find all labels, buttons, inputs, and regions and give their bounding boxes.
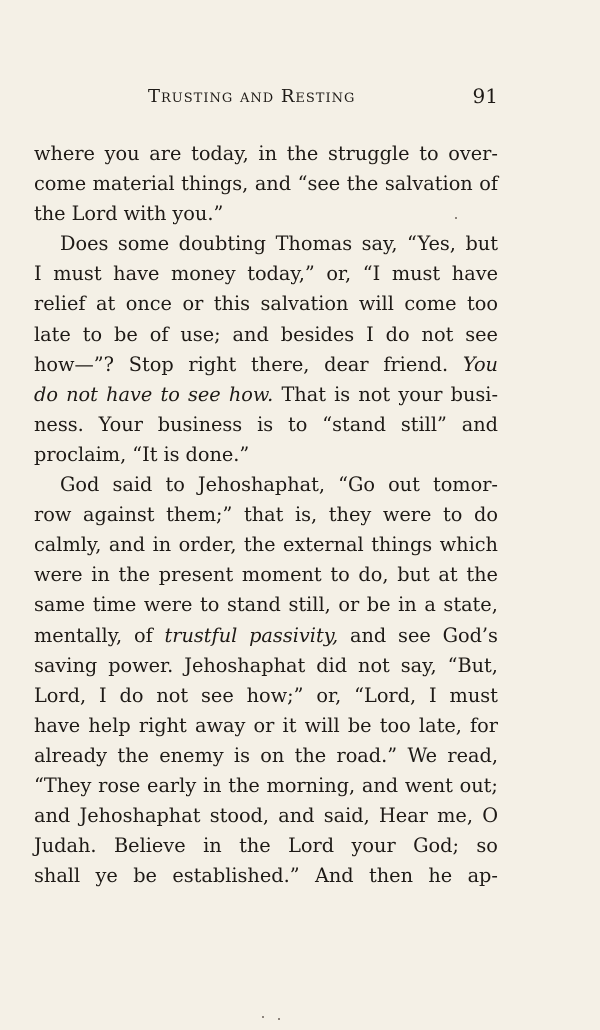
running-header: [148, 84, 498, 112]
word: or,: [326, 262, 352, 286]
word: the: [117, 743, 149, 767]
word: come: [404, 292, 457, 316]
word: do: [474, 503, 498, 527]
paper-speck: [262, 1016, 264, 1018]
word: said,: [323, 804, 370, 828]
word: is: [233, 743, 250, 767]
word: how.: [228, 382, 274, 406]
word: And: [314, 864, 354, 888]
word: enemy: [159, 743, 224, 767]
word: shall: [34, 864, 81, 888]
word: the: [228, 773, 260, 797]
word: and: [34, 804, 71, 828]
word: how;”: [246, 683, 304, 707]
word: do: [34, 382, 58, 406]
text-line: [34, 440, 498, 470]
word: Stop: [128, 352, 174, 376]
word: I: [366, 322, 374, 346]
word: too: [379, 713, 411, 737]
word: and: [108, 533, 146, 557]
text-line: [34, 229, 498, 259]
body-text: [34, 139, 498, 891]
word: away: [194, 713, 246, 737]
word: Lord,: [34, 683, 87, 707]
word: must: [53, 262, 102, 286]
word: salvation: [384, 172, 473, 196]
word: Lord: [288, 834, 335, 858]
word: in: [91, 563, 110, 587]
word: will: [304, 713, 340, 737]
word: against: [82, 503, 155, 527]
word: stand: [226, 593, 281, 617]
word: the: [118, 563, 151, 587]
text-line: [34, 560, 498, 590]
word: them;”: [166, 503, 233, 527]
word: order,: [178, 533, 237, 557]
word: see: [188, 382, 221, 406]
word: is: [257, 412, 274, 436]
word: already: [34, 743, 108, 767]
word: to: [288, 412, 308, 436]
word: is: [334, 382, 351, 406]
text-line: [34, 320, 498, 350]
word: at: [96, 292, 116, 316]
word: with: [123, 202, 167, 226]
word: in: [203, 834, 222, 858]
word: We: [407, 743, 438, 767]
text-line: [34, 651, 498, 681]
word: do: [385, 322, 410, 346]
word: in: [202, 773, 222, 797]
word: out: [388, 473, 420, 497]
word: to: [82, 322, 103, 346]
word: I: [34, 262, 42, 286]
text-line: [34, 801, 498, 831]
word: and: [361, 773, 399, 797]
text-line: [34, 169, 498, 199]
word: time: [92, 593, 137, 617]
word: still,: [288, 593, 331, 617]
word: and: [278, 804, 315, 828]
word: business: [157, 412, 243, 436]
word: your: [351, 834, 396, 858]
word: see: [201, 683, 234, 707]
word: were: [34, 563, 83, 587]
word: established.”: [172, 864, 300, 888]
text-line: [34, 410, 498, 440]
word: to: [330, 563, 350, 587]
text-line: [34, 259, 498, 289]
word: some: [117, 232, 170, 256]
word: doubting: [178, 232, 267, 256]
word: God’s: [442, 623, 498, 647]
word: have: [113, 262, 160, 286]
word: your: [398, 382, 443, 406]
text-line: [34, 289, 498, 319]
word: must: [449, 683, 498, 707]
word: dear: [324, 352, 369, 376]
word: morning,: [266, 773, 356, 797]
word: say,: [361, 232, 398, 256]
word: which: [439, 533, 498, 557]
text-line: [34, 771, 498, 801]
word: to: [165, 473, 185, 497]
word: I: [99, 683, 107, 707]
word: were: [143, 593, 193, 617]
word: Thomas: [275, 232, 353, 256]
text-line: [34, 530, 498, 560]
word: calmly,: [34, 533, 102, 557]
word: “stand: [322, 412, 386, 436]
word: “Go: [338, 473, 375, 497]
word: Hear: [378, 804, 428, 828]
word: “But,: [447, 653, 498, 677]
word: the: [239, 834, 271, 858]
word: went: [404, 773, 453, 797]
word: the: [294, 743, 327, 767]
word: for: [470, 713, 498, 737]
text-line: [34, 741, 498, 771]
word: besides: [280, 322, 355, 346]
word: be: [347, 713, 372, 737]
word: is,: [294, 503, 318, 527]
word: stood,: [209, 804, 270, 828]
word: out;: [459, 773, 498, 797]
word: God;: [413, 834, 459, 858]
word: have: [106, 382, 153, 406]
word: row: [34, 503, 72, 527]
word: of: [133, 623, 153, 647]
word: material: [92, 172, 175, 196]
word: see: [465, 322, 498, 346]
word: or: [253, 713, 275, 737]
word: that: [243, 503, 284, 527]
word: the: [34, 202, 66, 226]
word: a: [424, 593, 436, 617]
word: do: [119, 683, 144, 707]
word: and: [232, 322, 269, 346]
word: not: [358, 382, 391, 406]
word: proclaim,: [34, 442, 127, 466]
word: present: [158, 563, 234, 587]
text-line: [34, 380, 498, 410]
word: still”: [400, 412, 447, 436]
word: or: [338, 593, 360, 617]
word: did: [316, 653, 348, 677]
word: That: [281, 382, 326, 406]
word: Does: [60, 232, 109, 256]
word: too: [466, 292, 498, 316]
word: so: [476, 834, 498, 858]
word: be: [133, 864, 157, 888]
word: to: [443, 503, 463, 527]
word: of: [149, 322, 169, 346]
text-line: [34, 590, 498, 620]
word: the: [243, 533, 276, 557]
word: I: [429, 683, 437, 707]
text-line: [34, 681, 498, 711]
word: be: [114, 322, 138, 346]
word: or: [182, 292, 204, 316]
word: external: [282, 533, 364, 557]
word: today,”: [247, 262, 315, 286]
word: were: [382, 503, 432, 527]
word: but: [465, 232, 498, 256]
word: there,: [251, 352, 310, 376]
word: see: [398, 623, 431, 647]
text-line: [34, 350, 498, 380]
word: where: [34, 142, 95, 165]
word: tomor-: [432, 473, 498, 497]
word: late,: [418, 713, 462, 737]
word: “Lord,: [354, 683, 417, 707]
word: at: [438, 563, 458, 587]
word: “I: [362, 262, 381, 286]
word: help: [88, 713, 131, 737]
word: is: [163, 442, 180, 466]
word: right: [188, 352, 237, 376]
text-line: [34, 831, 498, 861]
word: the: [466, 563, 498, 587]
word: not: [421, 322, 454, 346]
word: ye: [95, 864, 118, 888]
word: do,: [358, 563, 389, 587]
word: in: [258, 142, 278, 165]
word: same: [34, 593, 86, 617]
word: “It: [132, 442, 158, 466]
word: today,: [191, 142, 249, 165]
word: friend.: [383, 352, 449, 376]
word: early: [147, 773, 197, 797]
word: not: [156, 683, 189, 707]
word: the: [286, 142, 319, 165]
word: ness.: [34, 412, 84, 436]
word: how—”?: [34, 352, 115, 376]
word: be: [366, 593, 391, 617]
word: Jehoshaphat,: [197, 473, 326, 497]
word: and: [349, 623, 387, 647]
word: use;: [180, 322, 221, 346]
word: said: [112, 473, 153, 497]
word: the: [346, 172, 379, 196]
word: moment: [241, 563, 322, 587]
word: it: [282, 713, 297, 737]
word: O: [482, 804, 498, 828]
word: or,: [316, 683, 342, 707]
word: over-: [448, 142, 498, 165]
word: in: [152, 533, 172, 557]
word: things: [371, 533, 433, 557]
word: must: [391, 262, 441, 286]
word: once: [125, 292, 172, 316]
word: saving: [34, 653, 98, 677]
paper-speck: [455, 217, 457, 219]
word: things,: [181, 172, 249, 196]
word: mentally,: [34, 623, 123, 647]
word: then: [369, 864, 413, 888]
word: not: [358, 653, 390, 677]
word: late: [34, 322, 71, 346]
word: God: [60, 473, 100, 497]
word: to: [160, 382, 180, 406]
page-number: 91: [472, 84, 498, 108]
word: Lord: [71, 202, 118, 226]
word: Your: [98, 412, 143, 436]
word: salvation: [260, 292, 349, 316]
word: passivity,: [249, 623, 339, 647]
word: but: [397, 563, 430, 587]
text-line: [34, 711, 498, 741]
word: done.”: [185, 442, 250, 466]
word: and: [461, 412, 498, 436]
word: are: [149, 142, 182, 165]
word: rose: [98, 773, 141, 797]
text-line: [34, 199, 498, 229]
word: right: [138, 713, 187, 737]
word: money: [170, 262, 236, 286]
text-line: [34, 500, 498, 530]
word: will: [358, 292, 394, 316]
word: Judah.: [34, 834, 97, 858]
word: ap-: [467, 864, 498, 888]
paper-speck: [278, 1018, 280, 1020]
text-line: [34, 139, 498, 169]
running-title: Trusting and Resting: [148, 86, 356, 107]
word: say,: [400, 653, 437, 677]
word: and: [254, 172, 292, 196]
word: this: [213, 292, 251, 316]
word: Believe: [113, 834, 186, 858]
word: they: [328, 503, 372, 527]
word: you: [104, 142, 140, 165]
text-line: [34, 861, 498, 891]
word: busi-: [450, 382, 498, 406]
word: “They: [34, 773, 92, 797]
word: road.”: [336, 743, 398, 767]
word: You: [462, 352, 498, 376]
word: read,: [447, 743, 498, 767]
word: of: [479, 172, 498, 196]
word: have: [451, 262, 498, 286]
word: trustful: [164, 623, 238, 647]
word: he: [428, 864, 453, 888]
word: power.: [108, 653, 174, 677]
word: on: [260, 743, 285, 767]
text-line: [34, 470, 498, 500]
word: in: [398, 593, 417, 617]
word: “see: [297, 172, 341, 196]
word: have: [34, 713, 81, 737]
word: struggle: [327, 142, 410, 165]
word: Jehoshaphat: [79, 804, 201, 828]
word: state,: [443, 593, 498, 617]
word: you.”: [172, 202, 224, 226]
word: relief: [34, 292, 86, 316]
word: come: [34, 172, 87, 196]
word: to: [419, 142, 439, 165]
word: “Yes,: [407, 232, 456, 256]
word: not: [66, 382, 98, 406]
word: Jehoshaphat: [184, 653, 306, 677]
word: me,: [437, 804, 473, 828]
word: to: [200, 593, 220, 617]
text-line: [34, 621, 498, 651]
